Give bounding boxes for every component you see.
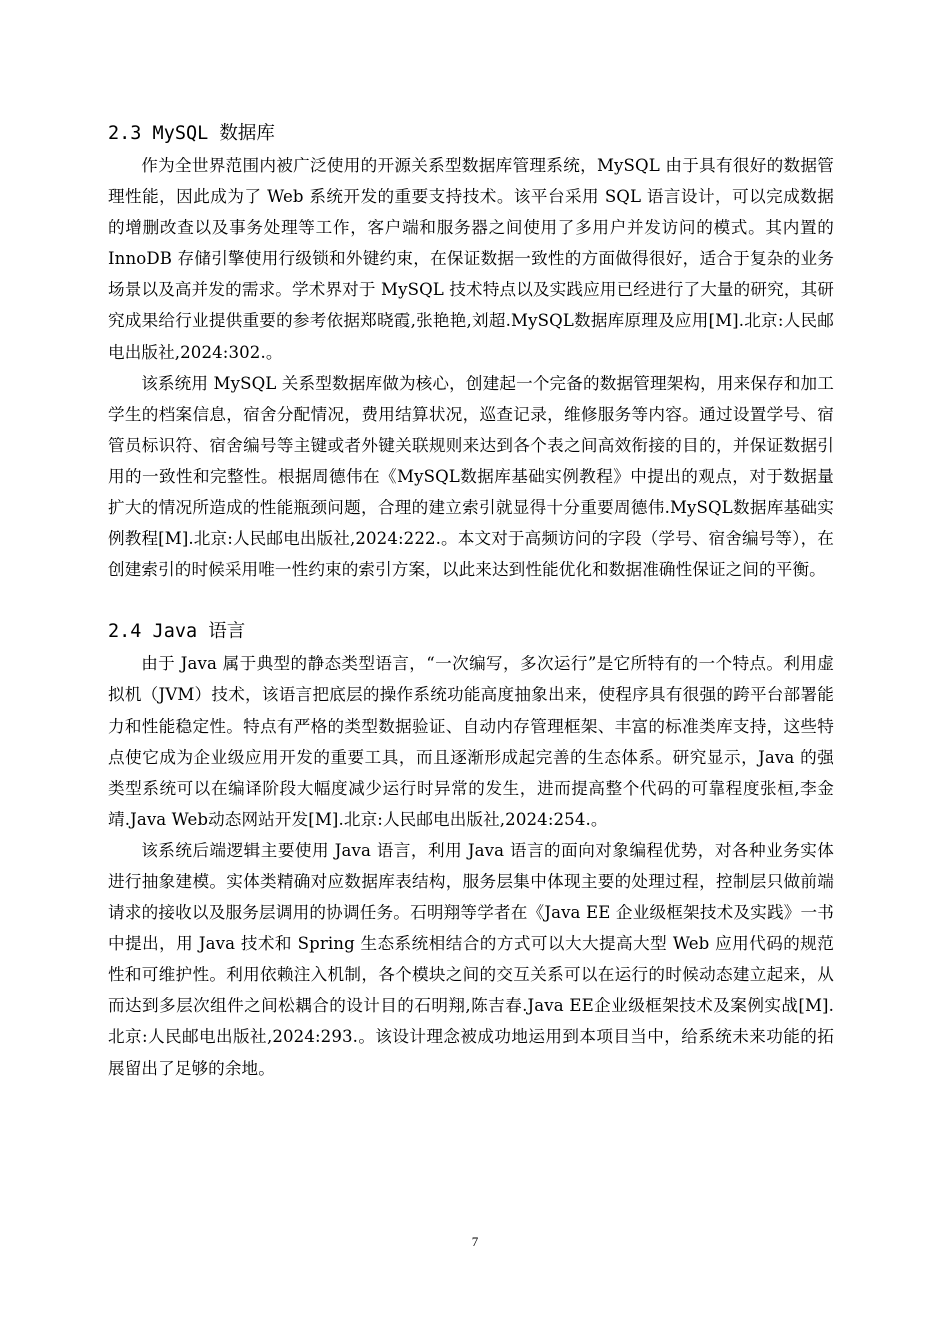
page-number: 7 [471,1234,479,1249]
section-heading: 2.4 Java 语言 [108,621,246,643]
body-paragraph: 由于 Java 属于典型的静态类型语言，“一次编写，多次运行”是它所特有的一个特点。利用虚拟机（JVM）技术，该语言把底层的操作系统功能高度抽象出来，使程序具有很强的跨平台部署能力和性能稳定性。特点有严格的类型数据验证、自动内存管理框架、丰富的标准类库支持，这些特点使它成为企业级应用开发的重要工具，而且逐渐形成起完善的生态体系。研究显示，Java 的强类型系统可以在编译阶段大幅度减少运行时异常的发生，进而提高整个代码的可靠程度张桓,李金靖.Java Web动态网站开发[M].北京:人民邮电出版社,2024:254.。 [108,654,834,829]
section-spacer [108,585,834,616]
page-content [108,118,834,1084]
section-mysql [108,118,834,585]
body-paragraph: 作为全世界范围内被广泛使用的开源关系型数据库管理系统，MySQL 由于具有很好的数据管理性能，因此成为了 Web 系统开发的重要支持技术。该平台采用 SQL 语言设计，可以完成数据的增删改查以及事务处理等工作，客户端和服务器之间使用了多用户并发访问的模式。其内置的 InnoDB 存储引擎使用行级锁和外键约束，在保证数据一致性的方面做得很好，适合于复杂的业务场景以及高并发的需求。学术界对于 MySQL 技术特点以及实践应用已经进行了大量的研究，其研究成果给行业提供重要的参考依据郑晓霞,张艳艳,刘超.MySQL数据库原理及应用[M].北京:人民邮电出版社,2024:302.。 [108,156,834,362]
body-paragraph: 该系统后端逻辑主要使用 Java 语言，利用 Java 语言的面向对象编程优势，对各种业务实体进行抽象建模。实体类精确对应数据库表结构，服务层集中体现主要的处理过程，控制层只做前端请求的接收以及服务层调用的协调任务。石明翔等学者在《Java EE 企业级框架技术及实践》一书中提出，用 Java 技术和 Spring 生态系统相结合的方式可以大大提高大型 Web 应用代码的规范性和可维护性。利用依赖注入机制，各个模块之间的交互关系可以在运行的时候动态建立起来，从而达到多层次组件之间松耦合的设计目的石明翔,陈吉春.Java EE企业级框架技术及案例实战[M].北京:人民邮电出版社,2024:293.。该设计理念被成功地运用到本项目当中，给系统未来功能的拓展留出了足够的余地。 [108,840,834,1078]
body-paragraph: 该系统用 MySQL 关系型数据库做为核心，创建起一个完备的数据管理架构，用来保存和加工学生的档案信息，宿舍分配情况，费用结算状况，巡查记录，维修服务等内容。通过设置学号、宿管员标识符、宿舍编号等主键或者外键关联规则来达到各个表之间高效衔接的目的，并保证数据引用的一致性和完整性。根据周德伟在《MySQL数据库基础实例教程》中提出的观点，对于数据量扩大的情况所造成的性能瓶颈问题，合理的建立索引就显得十分重要周德伟.MySQL数据库基础实例教程[M].北京:人民邮电出版社,2024:222.。本文对于高频访问的字段（学号、宿舍编号等），在创建索引的时候采用唯一性约束的索引方案，以此来达到性能优化和数据准确性保证之间的平衡。 [108,373,834,580]
section-java [108,616,834,1083]
section-heading: 2.3 MySQL 数据库 [108,123,275,144]
